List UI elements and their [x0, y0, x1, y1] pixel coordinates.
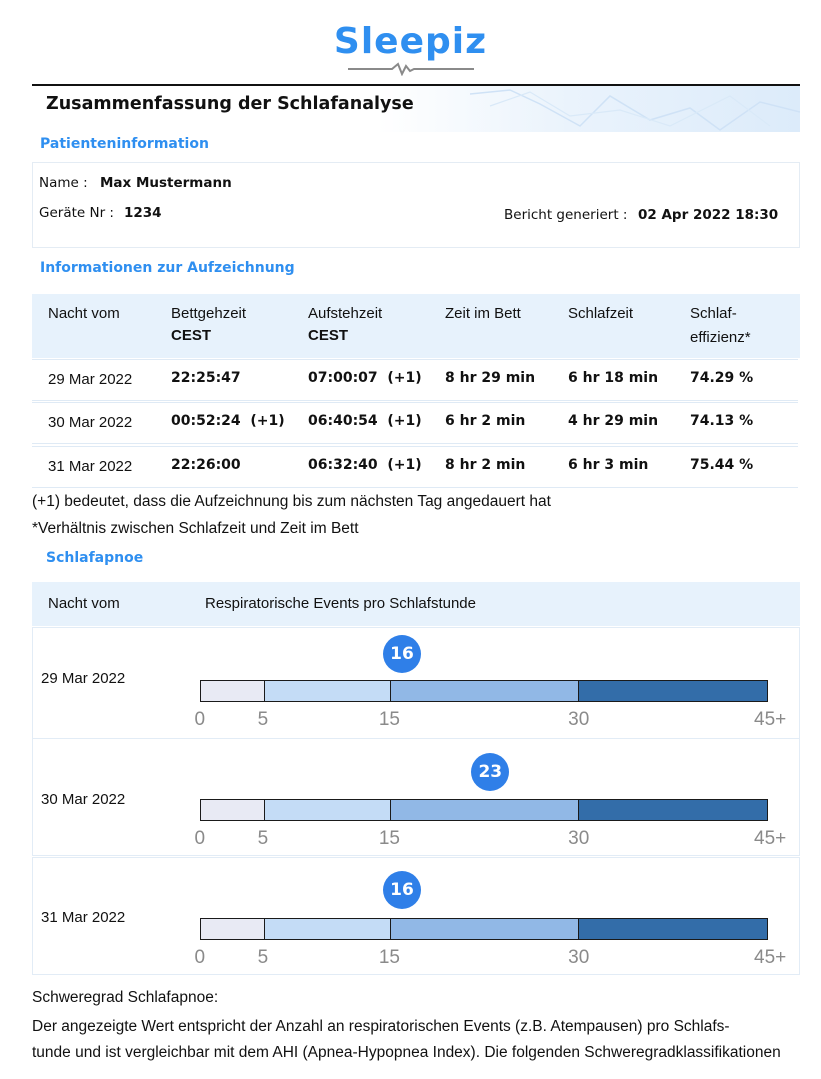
cell-efficiency: 74.13 % [690, 413, 754, 429]
cell-wake: 06:32:40 (+1) [308, 457, 422, 473]
cell-time-in-bed: 8 hr 29 min [445, 370, 536, 386]
th-bedtime-tz: CEST [171, 327, 212, 344]
apnea-night-date: 30 Mar 2022 [41, 791, 126, 808]
severity-segment-5-15 [264, 681, 390, 701]
scale-tick-label: 5 [257, 828, 269, 849]
apnea-section-title: Schlafapnoe [46, 550, 144, 566]
th-time-in-bed: Zeit im Bett [445, 305, 521, 322]
th-bedtime: Bettgehzeit [171, 305, 247, 322]
cell-bedtime: 00:52:24 (+1) [171, 413, 285, 429]
apnea-table-header [32, 582, 800, 626]
apnea-chart-row [32, 738, 800, 856]
severity-segment-5-15 [264, 800, 390, 820]
patient-info-box [32, 162, 800, 248]
page-title: Zusammenfassung der Schlafanalyse [46, 94, 414, 114]
th-wake-tz: CEST [308, 327, 349, 344]
recording-table-header [32, 294, 800, 358]
report-value: 02 Apr 2022 18:30 [638, 207, 779, 223]
severity-heading: Schweregrad Schlafapnoe: [32, 989, 219, 1006]
note-plus-one: (+1) bedeutet, dass die Aufzeichnung bis zum nächsten Tag angedauert hat [32, 493, 551, 510]
severity-segment-0-5 [201, 919, 264, 939]
th-sleep-time: Schlafzeit [568, 305, 634, 322]
apnea-th-night: Nacht vom [48, 595, 120, 612]
device-value: 1234 [124, 205, 162, 221]
name-label: Name : [39, 175, 88, 191]
severity-segment-0-5 [201, 800, 264, 820]
scale-tick-label: 45+ [754, 947, 787, 968]
scale-tick-label: 0 [194, 709, 206, 730]
severity-scale-bar [200, 799, 768, 821]
cell-bedtime: 22:25:47 [171, 370, 241, 386]
table-row [32, 402, 798, 444]
scale-tick-label: 45+ [754, 828, 787, 849]
apnea-th-events: Respiratorische Events pro Schlafstunde [205, 595, 476, 612]
apnea-night-date: 29 Mar 2022 [41, 670, 126, 687]
th-efficiency-1: Schlaf- [690, 305, 737, 322]
cell-sleep-time: 6 hr 18 min [568, 370, 659, 386]
logo-text: Sleepiz [333, 21, 488, 62]
severity-segment-30-45 [578, 919, 767, 939]
scale-tick-label: 15 [378, 828, 400, 849]
cell-efficiency: 75.44 % [690, 457, 754, 473]
cell-night: 31 Mar 2022 [48, 458, 133, 475]
severity-segment-0-5 [201, 681, 264, 701]
report-label: Bericht generiert : [504, 207, 628, 223]
scale-tick-label: 30 [568, 828, 590, 849]
cell-wake: 06:40:54 (+1) [308, 413, 422, 429]
ahi-value-badge: 16 [383, 635, 421, 673]
name-value: Max Mustermann [100, 175, 232, 191]
cell-night: 30 Mar 2022 [48, 414, 133, 431]
scale-tick-label: 0 [194, 947, 206, 968]
th-wake: Aufstehzeit [308, 305, 383, 322]
cell-time-in-bed: 6 hr 2 min [445, 413, 526, 429]
apnea-night-date: 31 Mar 2022 [41, 909, 126, 926]
severity-segment-15-30 [390, 919, 579, 939]
scale-tick-label: 5 [257, 947, 269, 968]
scale-tick-label: 5 [257, 709, 269, 730]
ahi-value-badge: 16 [383, 871, 421, 909]
cell-efficiency: 74.29 % [690, 370, 754, 386]
title-bar [32, 84, 800, 132]
severity-scale-bar [200, 918, 768, 940]
apnea-chart-row [32, 627, 800, 745]
apnea-chart-row [32, 857, 800, 975]
severity-text-line-2: tunde und ist vergleichbar mit dem AHI (Apnea-Hypopnea Index). Die folgenden Schweregradklassifikationen [32, 1044, 781, 1061]
severity-segment-30-45 [578, 681, 767, 701]
cell-night: 29 Mar 2022 [48, 371, 133, 388]
scale-tick-label: 15 [378, 709, 400, 730]
device-label: Geräte Nr : [39, 205, 114, 221]
cell-sleep-time: 6 hr 3 min [568, 457, 649, 473]
severity-segment-15-30 [390, 681, 579, 701]
scale-tick-label: 30 [568, 947, 590, 968]
scale-tick-label: 15 [378, 947, 400, 968]
table-row [32, 359, 798, 401]
ahi-value-badge: 23 [471, 753, 509, 791]
severity-text-line-1: Der angezeigte Wert entspricht der Anzahl an respiratorischen Events (z.B. Atempausen) pro Schlafs- [32, 1018, 730, 1035]
severity-segment-15-30 [390, 800, 579, 820]
sleepiz-logo [0, 22, 821, 76]
logo-wave-icon [346, 62, 476, 76]
cell-bedtime: 22:26:00 [171, 457, 241, 473]
th-night: Nacht vom [48, 305, 120, 322]
th-efficiency-2: effizienz* [690, 329, 751, 346]
severity-segment-5-15 [264, 919, 390, 939]
scale-tick-label: 45+ [754, 709, 787, 730]
table-row [32, 446, 798, 488]
scale-tick-label: 30 [568, 709, 590, 730]
title-mountain-decoration [470, 86, 800, 132]
patient-section-title: Patienteninformation [40, 136, 209, 152]
scale-tick-label: 0 [194, 828, 206, 849]
severity-segment-30-45 [578, 800, 767, 820]
recording-section-title: Informationen zur Aufzeichnung [40, 260, 295, 276]
severity-scale-bar [200, 680, 768, 702]
cell-sleep-time: 4 hr 29 min [568, 413, 659, 429]
cell-wake: 07:00:07 (+1) [308, 370, 422, 386]
note-efficiency: *Verhältnis zwischen Schlafzeit und Zeit im Bett [32, 520, 359, 537]
cell-time-in-bed: 8 hr 2 min [445, 457, 526, 473]
